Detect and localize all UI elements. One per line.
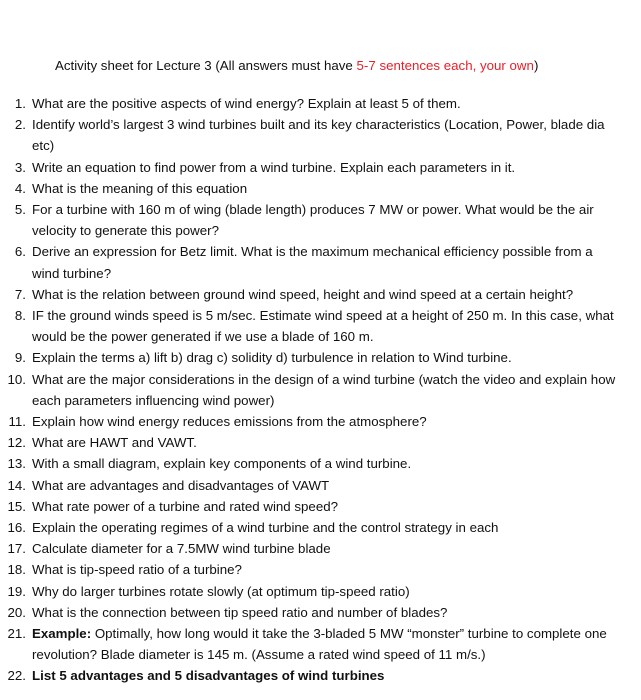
question-number: 13. bbox=[7, 456, 26, 472]
activity-sheet-title bbox=[55, 57, 538, 75]
question-text: Explain the operating regimes of a wind turbine and the control strategy in each bbox=[32, 520, 499, 536]
question-number: 14. bbox=[7, 477, 26, 493]
question-item bbox=[0, 665, 641, 686]
question-number: 1. bbox=[14, 96, 26, 111]
question-item bbox=[0, 347, 641, 368]
example-label: Example: bbox=[32, 626, 92, 642]
question-text: Explain the terms a) lift b) drag c) solidity d) turbulence in relation to Wind turbine. bbox=[32, 350, 512, 366]
question-text: What is the meaning of this equation bbox=[32, 180, 248, 196]
question-number: 17. bbox=[7, 541, 26, 557]
question-bold-text: List 5 advantages and 5 disadvantages of wind turbines bbox=[32, 668, 385, 684]
question-item bbox=[0, 517, 641, 538]
question-item bbox=[0, 496, 641, 517]
question-number: 19. bbox=[7, 583, 26, 599]
question-number: 10. bbox=[7, 371, 26, 387]
question-number: 22. bbox=[7, 668, 26, 684]
question-text: What are the major considerations in the design of a wind turbine (watch the video and explain how each parameters influencing wind power) bbox=[32, 371, 616, 408]
title-prefix: Activity sheet for Lecture 3 (All answers must have bbox=[55, 58, 357, 73]
question-text: What is the relation between ground wind speed, height and wind speed at a certain height? bbox=[32, 286, 574, 302]
question-item bbox=[0, 284, 641, 305]
question-text: Calculate diameter for a 7.5MW wind turbine blade bbox=[32, 541, 331, 557]
question-text-wrapper bbox=[32, 626, 607, 662]
question-text: What is tip-speed ratio of a turbine? bbox=[32, 562, 242, 578]
question-number: 2. bbox=[14, 117, 26, 133]
question-item bbox=[0, 114, 641, 156]
question-text: Write an equation to find power from a wind turbine. Explain each parameters in it. bbox=[32, 159, 516, 175]
question-number: 15. bbox=[7, 498, 26, 514]
question-text: What rate power of a turbine and rated wind speed? bbox=[32, 498, 339, 514]
question-item bbox=[0, 369, 641, 411]
question-item bbox=[0, 241, 641, 283]
question-item bbox=[0, 453, 641, 474]
question-number: 18. bbox=[7, 562, 26, 578]
title-suffix: ) bbox=[533, 58, 539, 73]
question-number: 21. bbox=[7, 626, 26, 642]
question-text: With a small diagram, explain key components of a wind turbine. bbox=[32, 456, 412, 472]
question-text: IF the ground winds speed is 5 m/sec. Estimate wind speed at a height of 250 m. In this case, what would be the power generated if we use a blade of 160 m. bbox=[32, 308, 614, 345]
question-number: 7. bbox=[14, 286, 26, 302]
question-text: Identify world’s largest 3 wind turbines built and its key characteristics (Location, Power, blade dia etc) bbox=[32, 117, 605, 154]
question-item bbox=[0, 559, 641, 580]
question-item bbox=[0, 157, 641, 178]
question-item bbox=[0, 411, 641, 432]
question-text: Why do larger turbines rotate slowly (at optimum tip-speed ratio) bbox=[32, 583, 410, 599]
question-text: For a turbine with 160 m of wing (blade length) produces 7 MW or power. What would be the air velocity to generate this power? bbox=[32, 202, 594, 239]
question-number: 11. bbox=[8, 414, 26, 430]
question-text: What are advantages and disadvantages of VAWT bbox=[32, 477, 330, 493]
question-item bbox=[0, 199, 641, 241]
question-item bbox=[0, 623, 641, 665]
question-item bbox=[0, 178, 641, 199]
question-text: Explain how wind energy reduces emissions from the atmosphere? bbox=[32, 414, 427, 430]
question-text: What are HAWT and VAWT. bbox=[32, 435, 197, 451]
question-list bbox=[0, 93, 641, 687]
question-text: Derive an expression for Betz limit. What is the maximum mechanical efficiency possible from a wind turbine? bbox=[32, 244, 593, 281]
question-item bbox=[0, 93, 641, 114]
question-item bbox=[0, 602, 641, 623]
question-text-wrapper bbox=[32, 668, 384, 683]
question-text: Optimally, how long would it take the 3-bladed 5 MW “monster” turbine to complete one revolution? Blade diameter is 145 m. (Assume a rated wind speed of 11 m/s.) bbox=[32, 626, 607, 663]
question-number: 5. bbox=[14, 202, 26, 218]
question-item bbox=[0, 581, 641, 602]
question-number: 8. bbox=[14, 308, 26, 324]
question-number: 9. bbox=[14, 350, 26, 366]
question-item bbox=[0, 432, 641, 453]
question-number: 20. bbox=[7, 604, 26, 620]
question-text: What are the positive aspects of wind energy? Explain at least 5 of them. bbox=[32, 96, 461, 111]
question-item bbox=[0, 305, 641, 347]
question-text: What is the connection between tip speed ratio and number of blades? bbox=[32, 604, 448, 620]
question-number: 4. bbox=[14, 180, 26, 196]
question-number: 16. bbox=[7, 520, 26, 536]
question-number: 6. bbox=[14, 244, 26, 260]
question-number: 12. bbox=[7, 435, 26, 451]
title-highlight: 5-7 sentences each, your own bbox=[356, 58, 534, 73]
question-number: 3. bbox=[14, 159, 26, 175]
question-item bbox=[0, 475, 641, 496]
question-item bbox=[0, 538, 641, 559]
